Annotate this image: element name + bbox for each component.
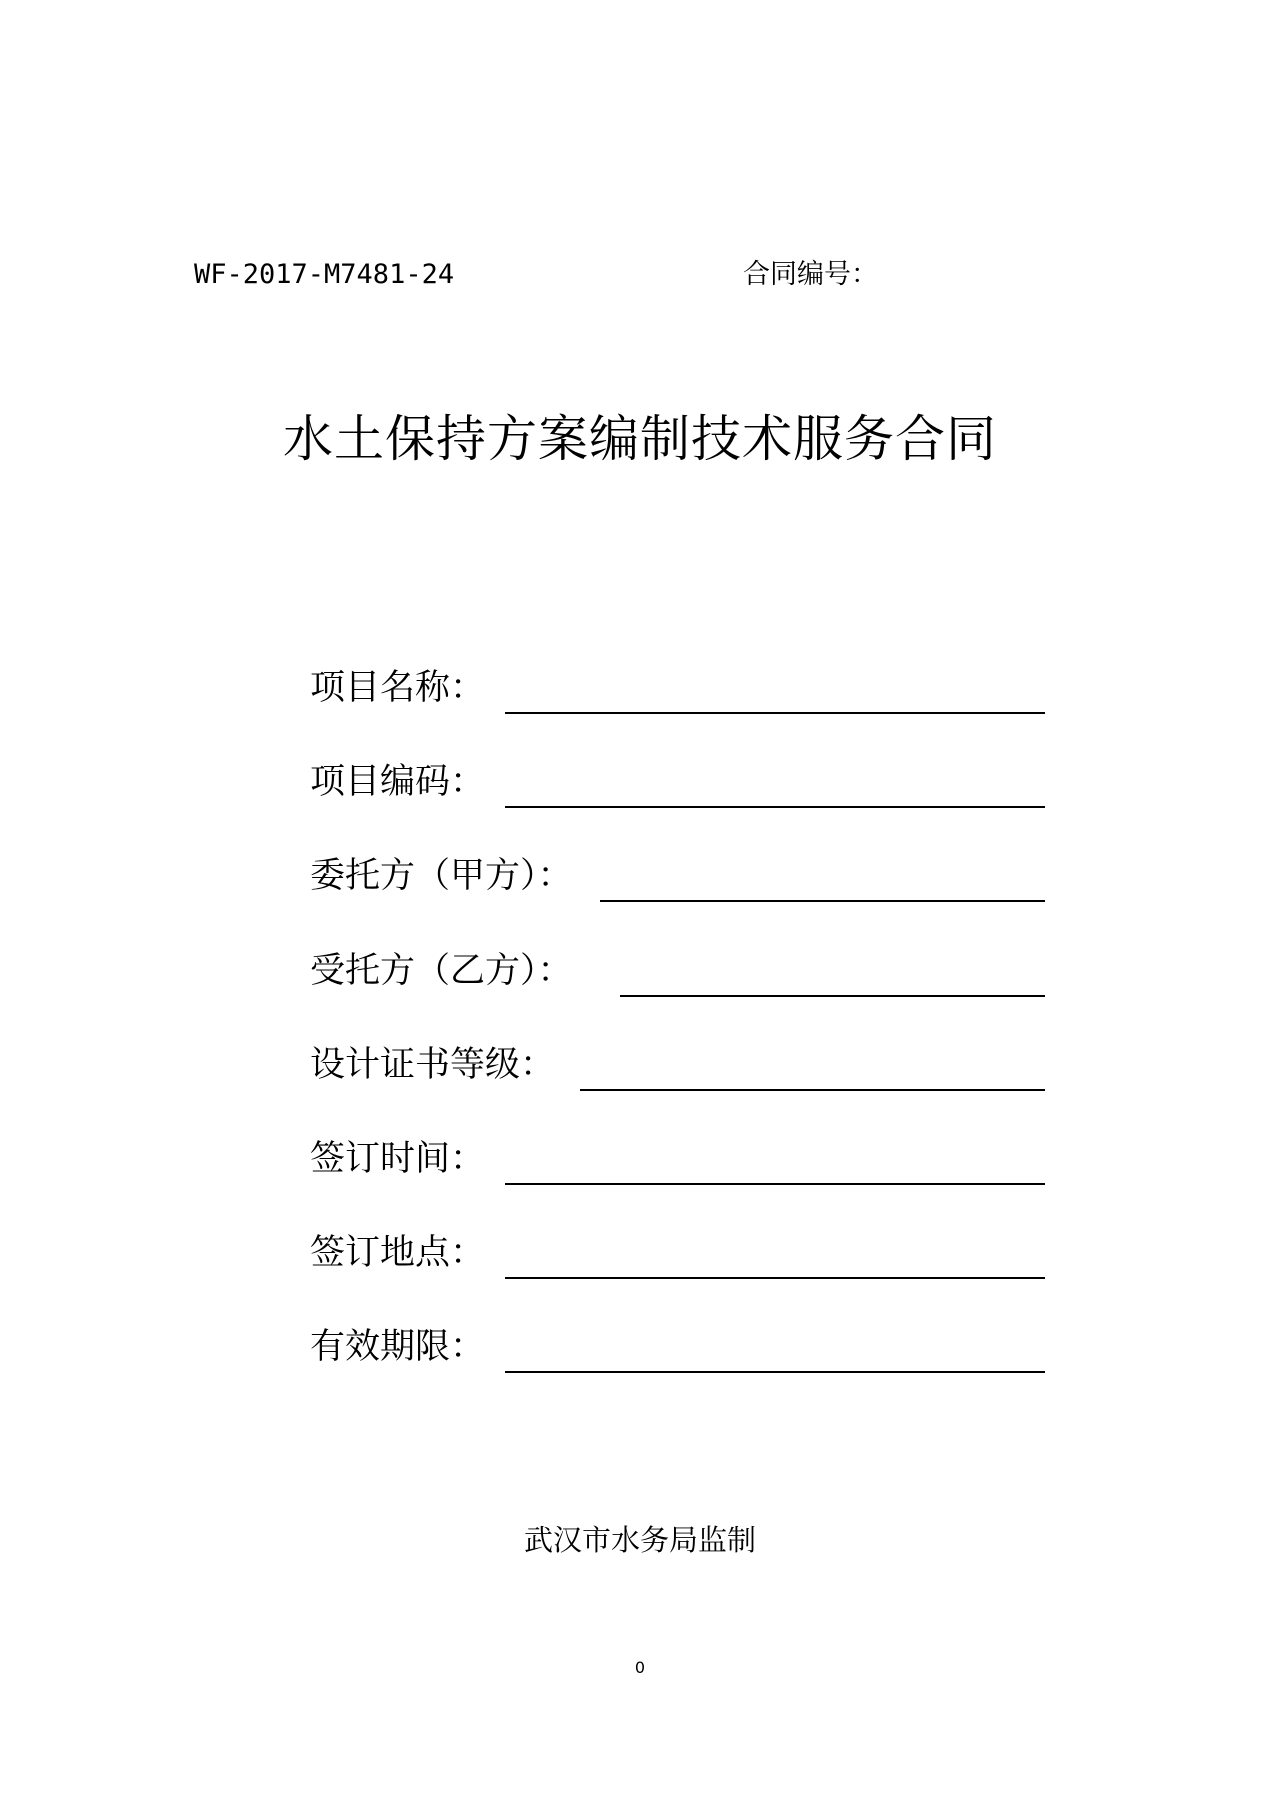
- field-blank-line[interactable]: [580, 1089, 1045, 1091]
- field-blank-line[interactable]: [505, 806, 1045, 808]
- field-signing-place: [310, 1229, 1045, 1279]
- field-label: 受托方（乙方）：: [310, 951, 573, 991]
- field-blank-line[interactable]: [505, 1371, 1045, 1373]
- field-label: 有效期限：: [310, 1327, 486, 1367]
- field-blank-line[interactable]: [600, 900, 1045, 902]
- field-label: 设计证书等级：: [310, 1045, 556, 1085]
- field-label: 项目名称：: [310, 668, 486, 708]
- field-design-certificate-grade: [310, 1041, 1045, 1091]
- field-project-name: [310, 664, 1045, 714]
- field-blank-line[interactable]: [505, 712, 1045, 714]
- field-contractor-party-b: [310, 947, 1045, 997]
- field-label: 项目编码：: [310, 762, 486, 802]
- field-blank-line[interactable]: [505, 1277, 1045, 1279]
- document-code: WF-2017-M7481-24: [194, 259, 455, 290]
- field-label: 签订地点：: [310, 1233, 486, 1273]
- field-signing-time: [310, 1135, 1045, 1185]
- field-project-code: [310, 758, 1045, 808]
- contract-number-label: 合同编号：: [743, 259, 878, 290]
- field-validity-period: [310, 1323, 1045, 1373]
- field-client-party-a: [310, 852, 1045, 902]
- field-label: 签订时间：: [310, 1139, 486, 1179]
- field-label: 委托方（甲方）：: [310, 856, 573, 896]
- document-title: 水土保持方案编制技术服务合同: [283, 410, 997, 468]
- page-number: 0: [634, 1658, 646, 1677]
- supervisor-footer: 武汉市水务局监制: [523, 1523, 756, 1557]
- field-blank-line[interactable]: [620, 995, 1045, 997]
- field-blank-line[interactable]: [505, 1183, 1045, 1185]
